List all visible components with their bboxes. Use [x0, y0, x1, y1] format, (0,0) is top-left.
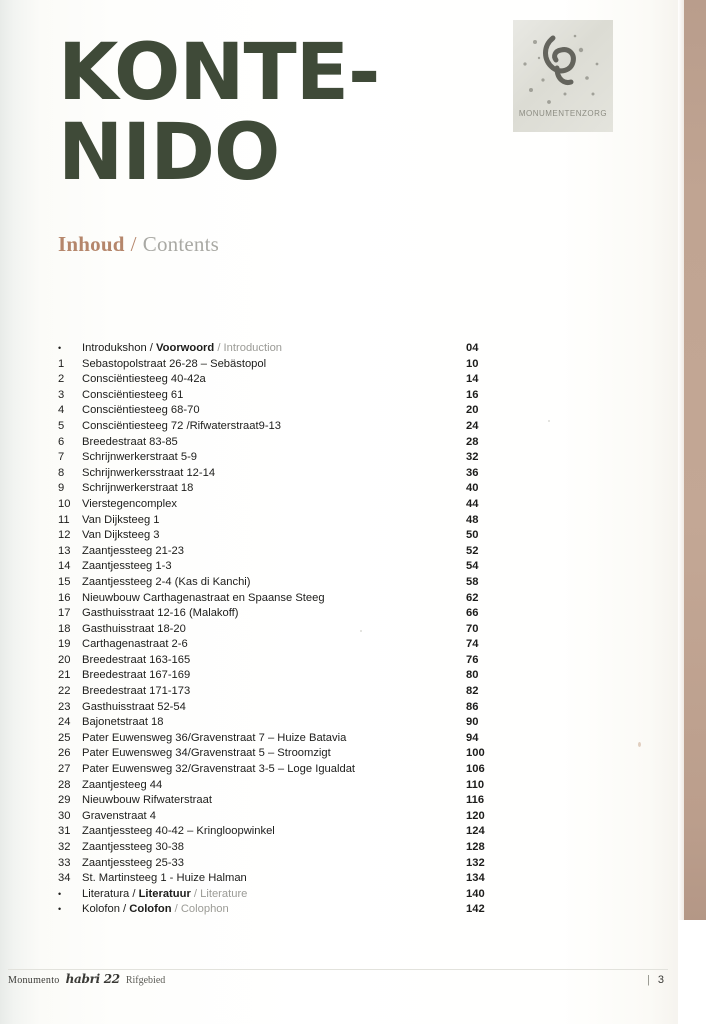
toc-entry-label-primary: Zaantjesteeg 44: [82, 778, 163, 791]
toc-entry-label: [82, 341, 466, 357]
toc-entry-number: 20: [58, 653, 71, 666]
toc-entry-number: 18: [58, 622, 71, 635]
toc-entry-number: 17: [58, 607, 71, 620]
toc-entry-number: 16: [58, 591, 71, 604]
toc-entry[interactable]: [58, 668, 510, 684]
page-footer: [8, 972, 165, 986]
page-title-line-2: NIDO: [58, 108, 280, 199]
toc-entry-label-primary: Schrijnwerkerstraat 18: [82, 482, 194, 495]
toc-entry[interactable]: [58, 871, 510, 887]
toc-entry-label: [82, 887, 466, 903]
toc-entry-label: [82, 668, 466, 684]
toc-entry-page: 76: [466, 653, 479, 666]
toc-entry-label-primary: St. Martinsteeg 1 - Huize Halman: [82, 872, 247, 885]
toc-entry-label-dutch: Literatuur: [138, 887, 191, 900]
toc-entry[interactable]: [58, 606, 510, 622]
toc-entry-label: [82, 700, 466, 716]
toc-entry-number: 8: [58, 466, 65, 479]
toc-entry-label: [82, 731, 466, 747]
toc-entry-label-primary: Kolofon /: [82, 903, 130, 916]
toc-entry[interactable]: [58, 653, 510, 669]
toc-entry-label-primary: Zaantjessteeg 30-38: [82, 841, 184, 853]
toc-entry-label-primary: Gasthuisstraat 18-20: [82, 622, 186, 635]
toc-entry-label-primary: Nieuwbouw Carthagenastraat en Spaanse Steeg: [82, 591, 325, 604]
toc-entry-label: [82, 372, 466, 388]
toc-entry-label: [82, 637, 466, 653]
toc-entry-page: 58: [466, 575, 479, 588]
toc-entry-label-english: / Colophon: [171, 903, 229, 916]
toc-entry-number: 34: [58, 872, 71, 885]
toc-entry-label-primary: Van Dijksteeg 1: [82, 513, 160, 526]
toc-entry-label: [82, 746, 466, 762]
toc-entry-label: [82, 466, 466, 482]
toc-entry[interactable]: [58, 466, 510, 482]
toc-entry-label: [82, 622, 466, 638]
toc-entry[interactable]: [58, 746, 510, 762]
toc-entry-page: 36: [466, 466, 479, 479]
toc-entry-number: 24: [58, 716, 71, 729]
toc-entry[interactable]: [58, 840, 510, 856]
toc-entry-number: 25: [58, 731, 71, 744]
toc-entry-page: 90: [466, 716, 479, 729]
toc-entry-label-primary: Gasthuisstraat 12-16 (Malakoff): [82, 607, 239, 620]
toc-entry[interactable]: [58, 684, 510, 700]
toc-entry-label: [82, 809, 466, 825]
toc-entry-label: [82, 403, 466, 419]
toc-entry-label-primary: Consciëntiesteeg 72 /Rifwaterstraat9-13: [82, 419, 281, 432]
toc-entry-label-primary: Zaantjessteeg 21-23: [82, 544, 184, 557]
toc-entry[interactable]: [58, 341, 510, 357]
toc-entry-number: 15: [58, 575, 71, 588]
toc-entry-label-primary: Schrijnwerkerstraat 5-9: [82, 451, 198, 464]
footer-region: Rifgebied: [125, 975, 166, 986]
toc-entry-page: 80: [466, 669, 479, 682]
toc-entry-page: 10: [466, 357, 479, 370]
toc-bullet-icon: •: [58, 343, 62, 353]
toc-entry-label: [82, 575, 466, 591]
toc-entry-number: 12: [58, 529, 71, 542]
toc-entry-label-primary: Breedestraat 167-169: [82, 669, 191, 682]
toc-entry-page: 48: [466, 513, 479, 526]
footer-series-title: Monumento: [8, 975, 60, 986]
toc-entry-number: 29: [58, 794, 71, 807]
toc-entry-page: 74: [466, 638, 479, 651]
toc-entry-label: [82, 762, 466, 778]
toc-entry[interactable]: [58, 762, 510, 778]
toc-entry-label: [82, 528, 466, 544]
toc-entry-number: 21: [58, 669, 71, 682]
toc-entry-label-primary: Consciëntiesteeg 40-42a: [82, 373, 206, 386]
toc-entry-label: [82, 419, 466, 435]
scan-speck: [638, 742, 641, 747]
page-number-separator: |: [647, 974, 650, 986]
toc-entry-number: 11: [58, 513, 70, 526]
toc-entry-label-primary: Carthagenastraat 2-6: [82, 638, 188, 651]
toc-entry[interactable]: [58, 388, 510, 404]
toc-entry[interactable]: [58, 731, 510, 747]
page-spine-bottom-gap: [678, 920, 706, 1024]
toc-entry[interactable]: [58, 357, 510, 373]
toc-entry[interactable]: [58, 887, 510, 903]
toc-entry-page: 52: [466, 544, 479, 557]
toc-entry[interactable]: [58, 824, 510, 840]
toc-entry-number: 6: [58, 435, 65, 448]
toc-entry[interactable]: [58, 700, 510, 716]
toc-entry-number: 32: [58, 841, 71, 853]
toc-entry-number: 10: [58, 497, 71, 510]
toc-entry-number: 19: [58, 638, 71, 651]
toc-entry-label: [82, 513, 466, 529]
toc-entry[interactable]: [58, 481, 510, 497]
toc-entry-page: 14: [466, 373, 479, 386]
toc-entry-number: 28: [58, 778, 71, 791]
toc-entry-number: 23: [58, 700, 71, 713]
toc-entry-number: 1: [58, 357, 65, 370]
toc-entry[interactable]: [58, 513, 510, 529]
toc-entry-label: [82, 871, 466, 887]
footer-issue-script: habri 22: [65, 972, 120, 986]
toc-entry-number: 14: [58, 560, 71, 573]
toc-entry-label: [82, 497, 466, 513]
toc-entry[interactable]: [58, 403, 510, 419]
toc-entry-label-primary: Introdukshon /: [82, 342, 157, 354]
toc-entry[interactable]: [58, 622, 510, 638]
toc-entry-number: 13: [58, 544, 71, 557]
toc-entry-label: [82, 606, 466, 622]
toc-entry[interactable]: [58, 435, 510, 451]
toc-entry-label-primary: Vierstegencomplex: [82, 497, 177, 510]
toc-entry-page: 66: [466, 607, 479, 620]
toc-entry-number: 4: [58, 404, 65, 417]
toc-entry-page: 120: [466, 809, 485, 822]
page-number: [647, 974, 664, 986]
toc-entry-number: 27: [58, 763, 71, 776]
toc-entry-number: 30: [58, 809, 71, 822]
page-title-line-1: KONTE-: [58, 28, 380, 118]
toc-bullet-icon: •: [58, 888, 62, 899]
toc-entry-label: [82, 778, 466, 794]
toc-entry-label-primary: Zaantjessteeg 2-4 (Kas di Kanchi): [82, 575, 251, 588]
toc-entry-label: [82, 481, 466, 497]
toc-entry-label-primary: Sebastopolstraat 26-28 – Sebästopol: [82, 357, 267, 370]
page-number-value: 3: [657, 974, 664, 986]
toc-entry[interactable]: [58, 450, 510, 466]
toc-entry-page: 124: [466, 825, 485, 838]
toc-entry[interactable]: [58, 544, 510, 560]
toc-entry-page: 40: [466, 482, 479, 495]
toc-entry-label-primary: Zaantjessteeg 40-42 – Kringloopwinkel: [82, 825, 275, 838]
toc-entry-page: 116: [466, 794, 485, 807]
toc-entry-label-dutch: Voorwoord: [156, 342, 215, 354]
toc-bullet-icon: •: [58, 904, 62, 915]
toc-entry-label: [82, 840, 466, 856]
toc-entry-label-primary: Gravenstraat 4: [82, 809, 156, 822]
toc-entry-label: [82, 653, 466, 669]
toc-entry-label-primary: Literatura /: [82, 887, 139, 900]
toc-entry-label-primary: Breedestraat 83-85: [82, 435, 178, 448]
toc-entry-label-primary: Consciëntiesteeg 68-70: [82, 404, 200, 417]
toc-entry-label-primary: Breedestraat 171-173: [82, 685, 191, 698]
toc-entry-label: [82, 544, 466, 560]
toc-entry-page: 94: [466, 731, 479, 744]
toc-entry-label: [82, 824, 466, 840]
toc-entry-page: 134: [466, 872, 485, 885]
toc-entry-number: 33: [58, 856, 71, 869]
toc-entry-label-primary: Nieuwbouw Rifwaterstraat: [82, 794, 212, 807]
page-title: [58, 28, 478, 199]
scan-speck: [548, 420, 550, 422]
toc-entry-number: 31: [58, 825, 71, 838]
toc-entry-label-dutch: Colofon: [129, 903, 172, 916]
toc-entry-page: 142: [466, 903, 485, 916]
monumentenzorg-logo: [513, 20, 613, 132]
toc-entry[interactable]: [58, 559, 510, 575]
toc-entry-label: [82, 902, 466, 918]
toc-entry-label-primary: Van Dijksteeg 3: [82, 529, 160, 542]
toc-entry[interactable]: [58, 591, 510, 607]
toc-entry-page: 04: [466, 342, 479, 354]
toc-entry-page: 16: [466, 388, 479, 401]
toc-entry-label: [82, 357, 466, 373]
footer-divider: [8, 969, 668, 970]
toc-entry-page: 62: [466, 591, 479, 604]
toc-entry-page: 82: [466, 685, 479, 698]
toc-entry-label: [82, 715, 466, 731]
toc-entry-label: [82, 684, 466, 700]
toc-entry-label-primary: Zaantjessteeg 1-3: [82, 560, 172, 573]
toc-entry[interactable]: [58, 793, 510, 809]
toc-entry-number: 2: [58, 373, 65, 386]
toc-entry-page: 28: [466, 435, 479, 448]
toc-entry[interactable]: [58, 778, 510, 794]
toc-entry-label-primary: Schrijnwerkersstraat 12-14: [82, 466, 216, 479]
toc-entry-label: [82, 856, 466, 872]
toc-entry-page: 132: [466, 856, 485, 869]
table-of-contents: [58, 341, 510, 918]
toc-entry-label-primary: Bajonetstraat 18: [82, 716, 164, 729]
toc-entry[interactable]: [58, 856, 510, 872]
toc-entry[interactable]: [58, 528, 510, 544]
toc-entry[interactable]: [58, 902, 510, 918]
toc-entry-label: [82, 388, 466, 404]
toc-entry-page: 86: [466, 700, 479, 713]
logo-caption: MONUMENTENZORG: [518, 109, 608, 118]
toc-entry-page: 100: [466, 747, 485, 760]
toc-entry-number: 9: [58, 482, 65, 495]
toc-entry-page: 20: [466, 404, 479, 417]
toc-entry[interactable]: [58, 419, 510, 435]
toc-entry-page: 140: [466, 887, 485, 900]
toc-entry[interactable]: [58, 715, 510, 731]
toc-entry-page: 70: [466, 622, 479, 635]
toc-entry-label-primary: Pater Euwensweg 34/Gravenstraat 5 – Stroomzigt: [82, 747, 331, 760]
subtitle-english: Contents: [142, 232, 220, 256]
toc-entry-label-primary: Pater Euwensweg 32/Gravenstraat 3-5 – Loge Igualdat: [82, 763, 356, 776]
toc-entry[interactable]: [58, 372, 510, 388]
toc-entry-page: 110: [466, 778, 485, 791]
toc-entry-number: 26: [58, 747, 71, 760]
toc-entry-label-primary: Consciëntiesteeg 61: [82, 388, 184, 401]
page-subtitle: [58, 232, 219, 257]
toc-entry-page: 24: [466, 419, 479, 432]
toc-entry-label: [82, 435, 466, 451]
toc-entry[interactable]: [58, 497, 510, 513]
toc-entry-page: 54: [466, 560, 479, 573]
toc-entry-page: 128: [466, 841, 485, 853]
toc-entry-label-primary: Breedestraat 163-165: [82, 653, 191, 666]
toc-entry-page: 32: [466, 451, 479, 464]
subtitle-dutch: Inhoud: [58, 232, 125, 256]
toc-entry-label-english: / Introduction: [214, 342, 283, 354]
toc-entry-page: 106: [466, 763, 485, 776]
toc-entry-label: [82, 793, 466, 809]
toc-entry[interactable]: [58, 575, 510, 591]
toc-entry-number: 3: [58, 388, 65, 401]
subtitle-separator: /: [130, 232, 137, 256]
toc-entry-label: [82, 450, 466, 466]
toc-entry-label: [82, 559, 466, 575]
toc-entry-number: 7: [58, 451, 65, 464]
toc-entry-page: 50: [466, 529, 479, 542]
toc-entry-label-primary: Pater Euwensweg 36/Gravenstraat 7 – Huize Batavia: [82, 731, 347, 744]
toc-entry-page: 44: [466, 497, 479, 510]
toc-entry[interactable]: [58, 809, 510, 825]
toc-entry-label-primary: Zaantjessteeg 25-33: [82, 856, 184, 869]
toc-entry-label-english: / Literature: [190, 887, 248, 900]
toc-entry-number: 5: [58, 419, 65, 432]
toc-entry-label: [82, 591, 466, 607]
page-spine-edge: [684, 0, 706, 1024]
toc-entry-number: 22: [58, 685, 71, 698]
toc-entry[interactable]: [58, 637, 510, 653]
toc-entry-label-primary: Gasthuisstraat 52-54: [82, 700, 186, 713]
